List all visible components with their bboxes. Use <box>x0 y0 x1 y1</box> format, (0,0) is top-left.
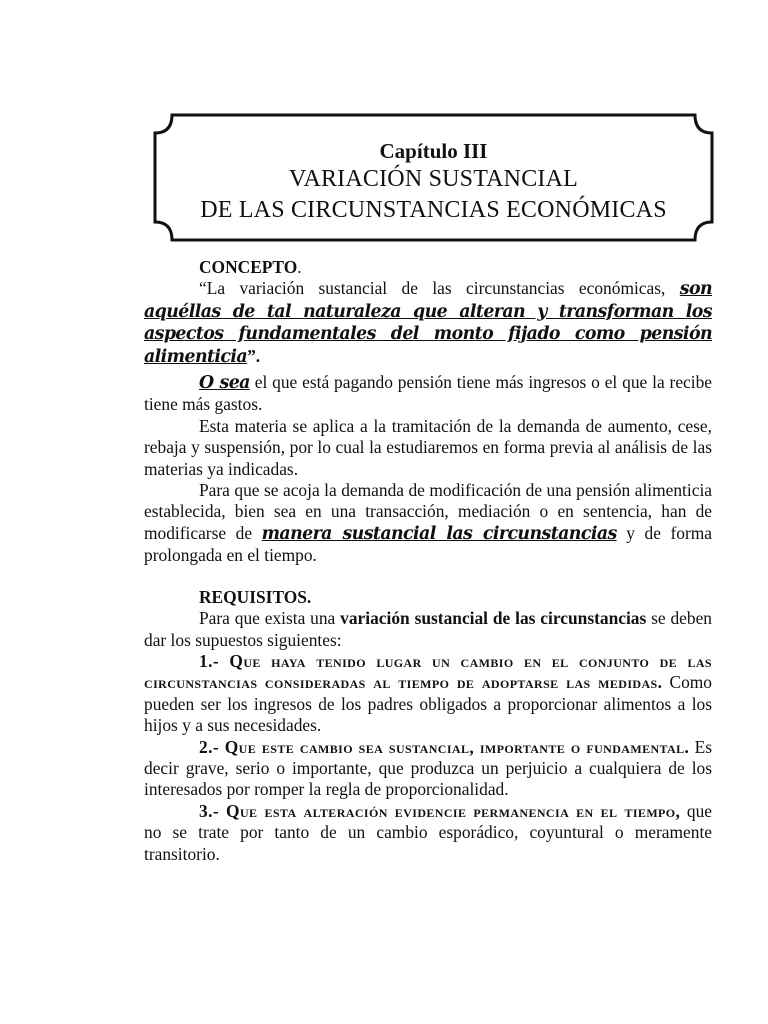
requisito-3-text: que no se trate por tanto de un cambio esporádico, coyuntural o meramente transitorio. <box>144 800 712 864</box>
chapter-title-line-1: VARIACIÓN SUSTANCIAL <box>289 166 578 192</box>
requisitos-heading: REQUISITOS. <box>199 586 312 607</box>
concepto-heading: CONCEPTO <box>199 257 298 277</box>
requisito-2-heading: 2.- Que este cambio sea sustancial, importante o fundamental. <box>199 736 690 757</box>
chapter-number: Capítulo III <box>379 139 488 163</box>
concepto-heading-line <box>144 257 712 278</box>
requisito-item-2 <box>144 737 712 801</box>
chapter-heading <box>152 138 715 226</box>
demanda-emphasis: manera sustancial las circunstancias <box>261 523 617 544</box>
requisito-item-1 <box>144 651 712 737</box>
requisito-1-heading: 1.- Que haya tenido lugar un cambio en el conjunto de las circunstancias consideradas al tiempo de adoptarse las medidas. <box>144 650 712 693</box>
chapter-title-line-2: DE LAS CIRCUNSTANCIAS ECONÓMICAS <box>200 197 667 223</box>
requisito-1-text: Como pueden ser los ingresos de los padres obligados a proporcionar alimentos a los hijos y a sus necesidades. <box>144 672 712 736</box>
requisitos-intro-lead: Para que exista una <box>199 608 341 629</box>
requisito-item-3 <box>144 801 712 865</box>
document-body <box>144 257 712 865</box>
o-sea-text: el que está pagando pensión tiene más ingresos o el que la recibe tiene más gastos. <box>144 372 713 415</box>
demanda-end: y de forma prolongada en el tiempo. <box>144 522 712 566</box>
requisitos-intro <box>144 608 712 651</box>
o-sea-label: O sea <box>199 373 250 394</box>
o-sea-paragraph <box>144 372 712 416</box>
concepto-heading-punct: . <box>297 257 302 277</box>
requisito-2-text: Es decir grave, serio o importante, que produzca un perjuicio a cualquiera de los interesados por romper la regla de proporcionalidad. <box>144 736 712 800</box>
requisitos-intro-bold: variación sustancial de las circunstancias <box>340 608 647 629</box>
definition-paragraph <box>144 278 712 368</box>
definition-lead: “La variación sustancial de las circunstancias económicas, <box>199 278 680 299</box>
demanda-lead: Para que se acoja la demanda de modificación de una pensión alimenticia establecida, bien sea en una transacción, mediación o en sentencia, han de modificarse de <box>144 480 712 543</box>
requisito-3-heading: 3.- Que esta alteración evidencie permanencia en el tiempo, <box>199 800 681 821</box>
requisitos-intro-end: se deben dar los supuestos siguientes: <box>144 608 713 650</box>
materia-paragraph: Esta materia se aplica a la tramitación de la demanda de aumento, cese, rebaja y suspensión, por lo cual la estudiaremos en forma previa al análisis de las materias ya indicadas. <box>144 415 712 479</box>
definition-emphasis: son aquéllas de tal naturaleza que alteran y transforman los aspectos fundamentales del monto fijado como pensión alimenticia <box>144 279 712 367</box>
definition-end: ”. <box>247 345 261 366</box>
demanda-paragraph <box>144 480 712 567</box>
